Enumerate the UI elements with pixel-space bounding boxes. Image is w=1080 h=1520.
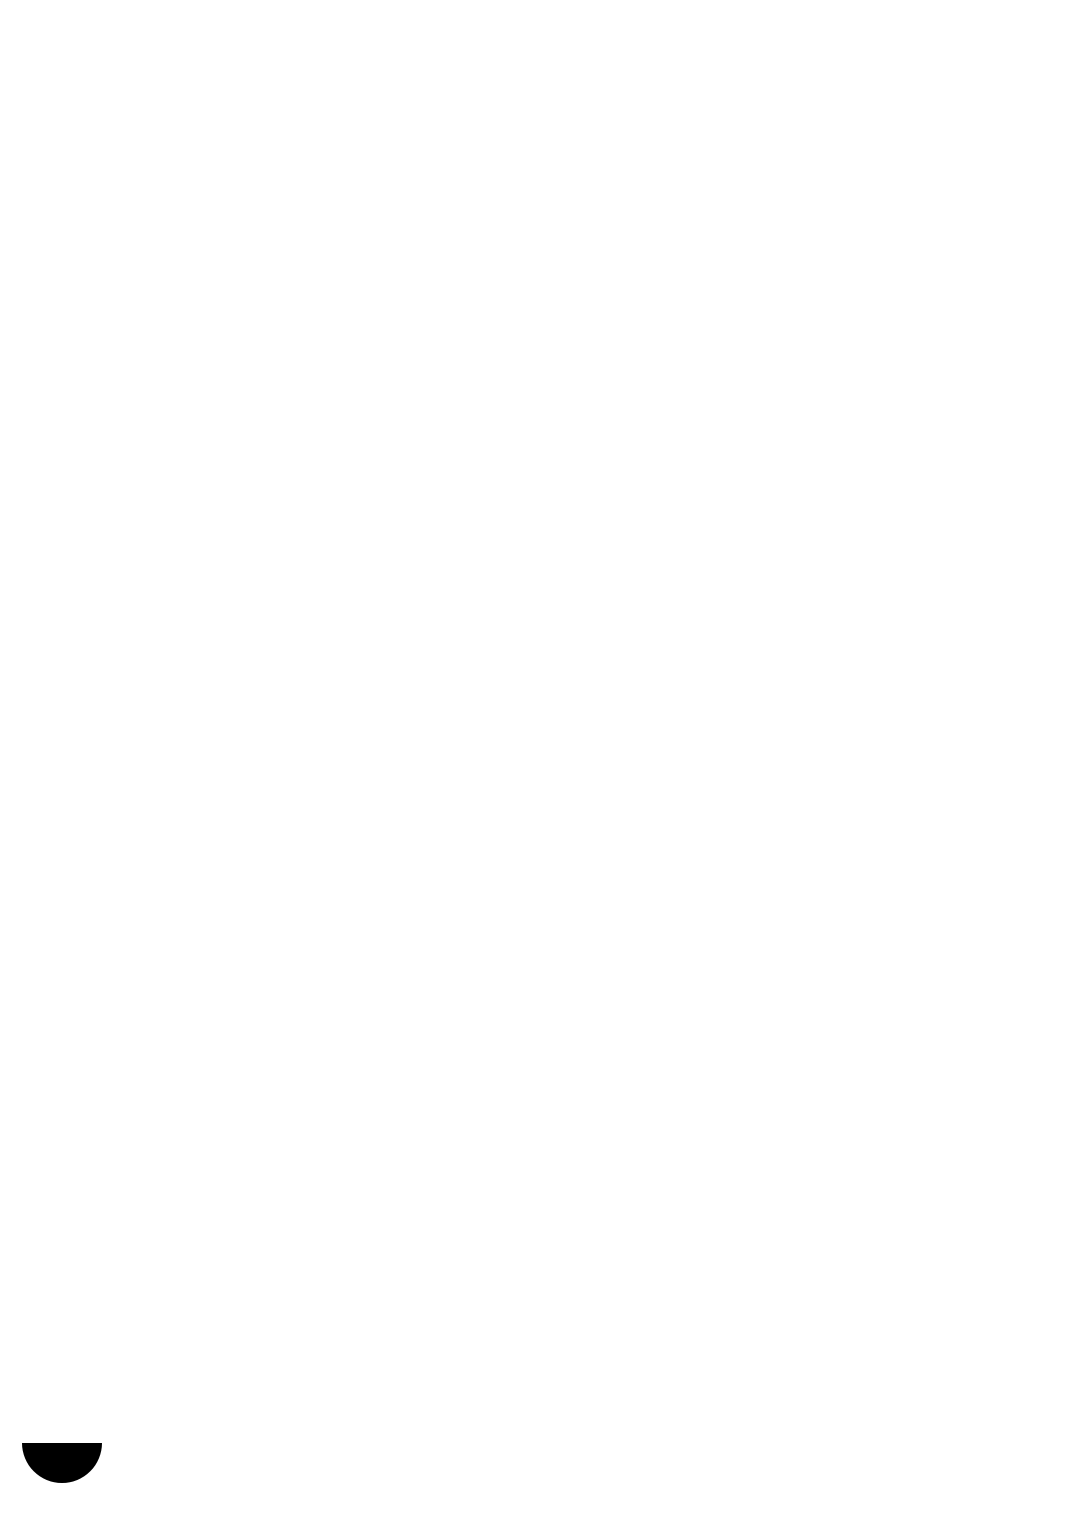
sun-icon (22, 1403, 102, 1483)
sun-disc-lower (22, 1443, 102, 1483)
seatracker-watermark (0, 1370, 1080, 1520)
